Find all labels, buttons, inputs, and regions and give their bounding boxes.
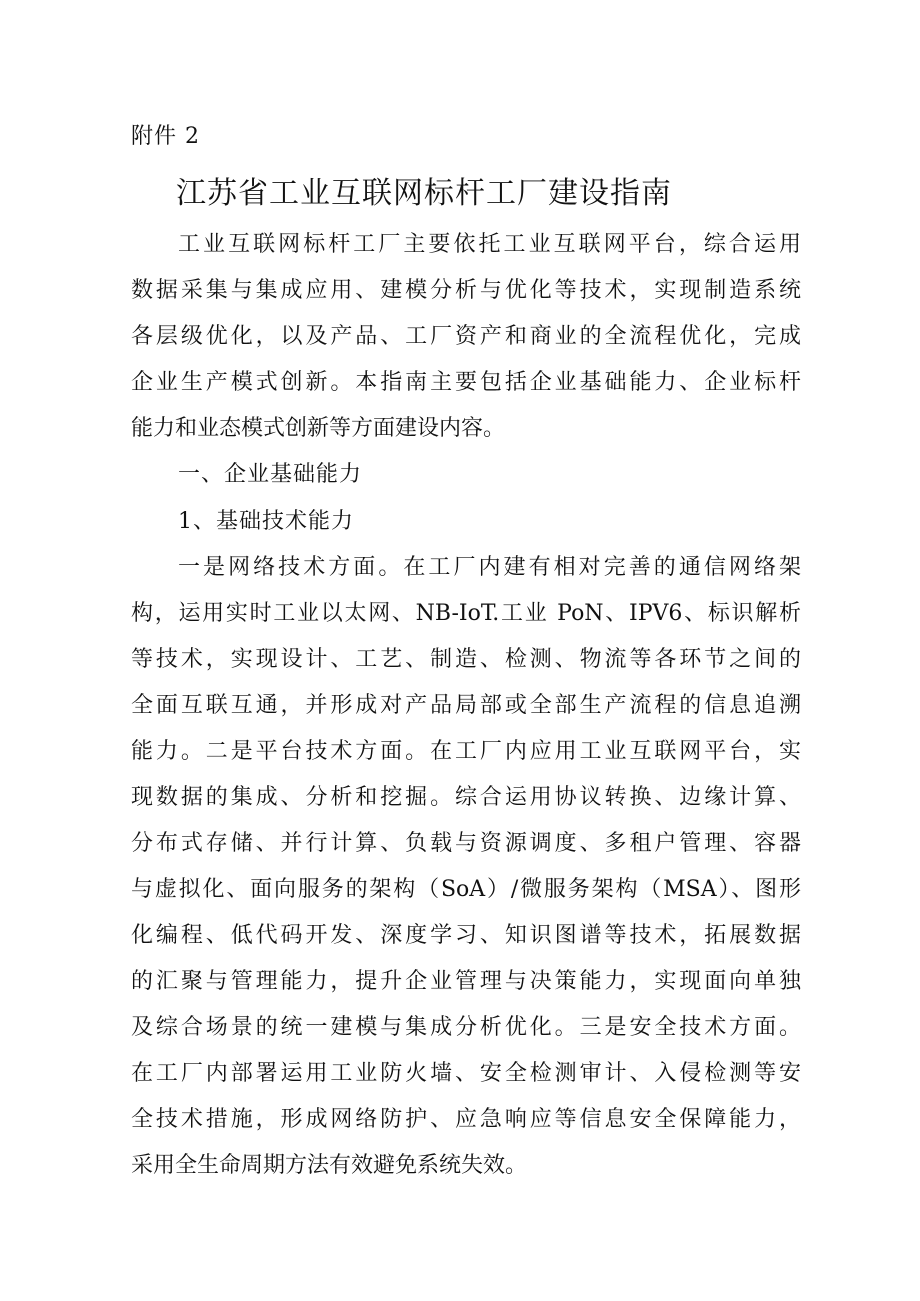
body-line: 现数据的集成、分析和挖掘。综合运用协议转换、边缘计算、 bbox=[131, 785, 801, 810]
body-line: 分布式存储、并行计算、负载与资源调度、多租户管理、容器 bbox=[131, 831, 801, 856]
intro-line: 能力和业态模式创新等方面建设内容。 bbox=[131, 416, 506, 441]
body-line: 构，运用实时工业以太网、NB-IoT.工业 PoN、IPV6、标识解析 bbox=[131, 601, 801, 626]
intro-line: 工业互联网标杆工厂主要依托工业互联网平台，综合运用 bbox=[178, 232, 801, 257]
body-line: 采用全生命周期方法有效避免系统失效。 bbox=[131, 1153, 528, 1178]
body-line: 全技术措施，形成网络防护、应急响应等信息安全保障能力， bbox=[131, 1107, 801, 1132]
body-line: 一是网络技术方面。在工厂内建有相对完善的通信网络架 bbox=[178, 555, 801, 580]
body-line: 的汇聚与管理能力，提升企业管理与决策能力，实现面向单独 bbox=[131, 969, 801, 994]
intro-line: 数据采集与集成应用、建模分析与优化等技术，实现制造系统 bbox=[131, 278, 801, 303]
section-heading: 一、企业基础能力 bbox=[178, 462, 363, 487]
intro-line: 企业生产模式创新。本指南主要包括企业基础能力、企业标杆 bbox=[131, 370, 801, 395]
document-title: 江苏省工业互联网标杆工厂建设指南 bbox=[176, 176, 672, 211]
intro-line: 各层级优化，以及产品、工厂资产和商业的全流程优化，完成 bbox=[131, 324, 801, 349]
body-line: 能力。二是平台技术方面。在工厂内应用工业互联网平台，实 bbox=[131, 739, 801, 764]
body-line: 化编程、低代码开发、深度学习、知识图谱等技术，拓展数据 bbox=[131, 923, 801, 948]
subsection-heading: 1、基础技术能力 bbox=[178, 509, 354, 534]
body-line: 在工厂内部署运用工业防火墙、安全检测审计、入侵检测等安 bbox=[131, 1061, 801, 1086]
body-line: 与虚拟化、面向服务的架构（SoA）/微服务架构（MSA）、图形 bbox=[131, 877, 801, 902]
attachment-label: 附件 2 bbox=[131, 124, 200, 149]
body-line: 等技术，实现设计、工艺、制造、检测、物流等各环节之间的 bbox=[131, 647, 801, 672]
body-line: 及综合场景的统一建模与集成分析优化。三是安全技术方面。 bbox=[131, 1015, 801, 1040]
body-line: 全面互联互通，并形成对产品局部或全部生产流程的信息追溯 bbox=[131, 693, 801, 718]
